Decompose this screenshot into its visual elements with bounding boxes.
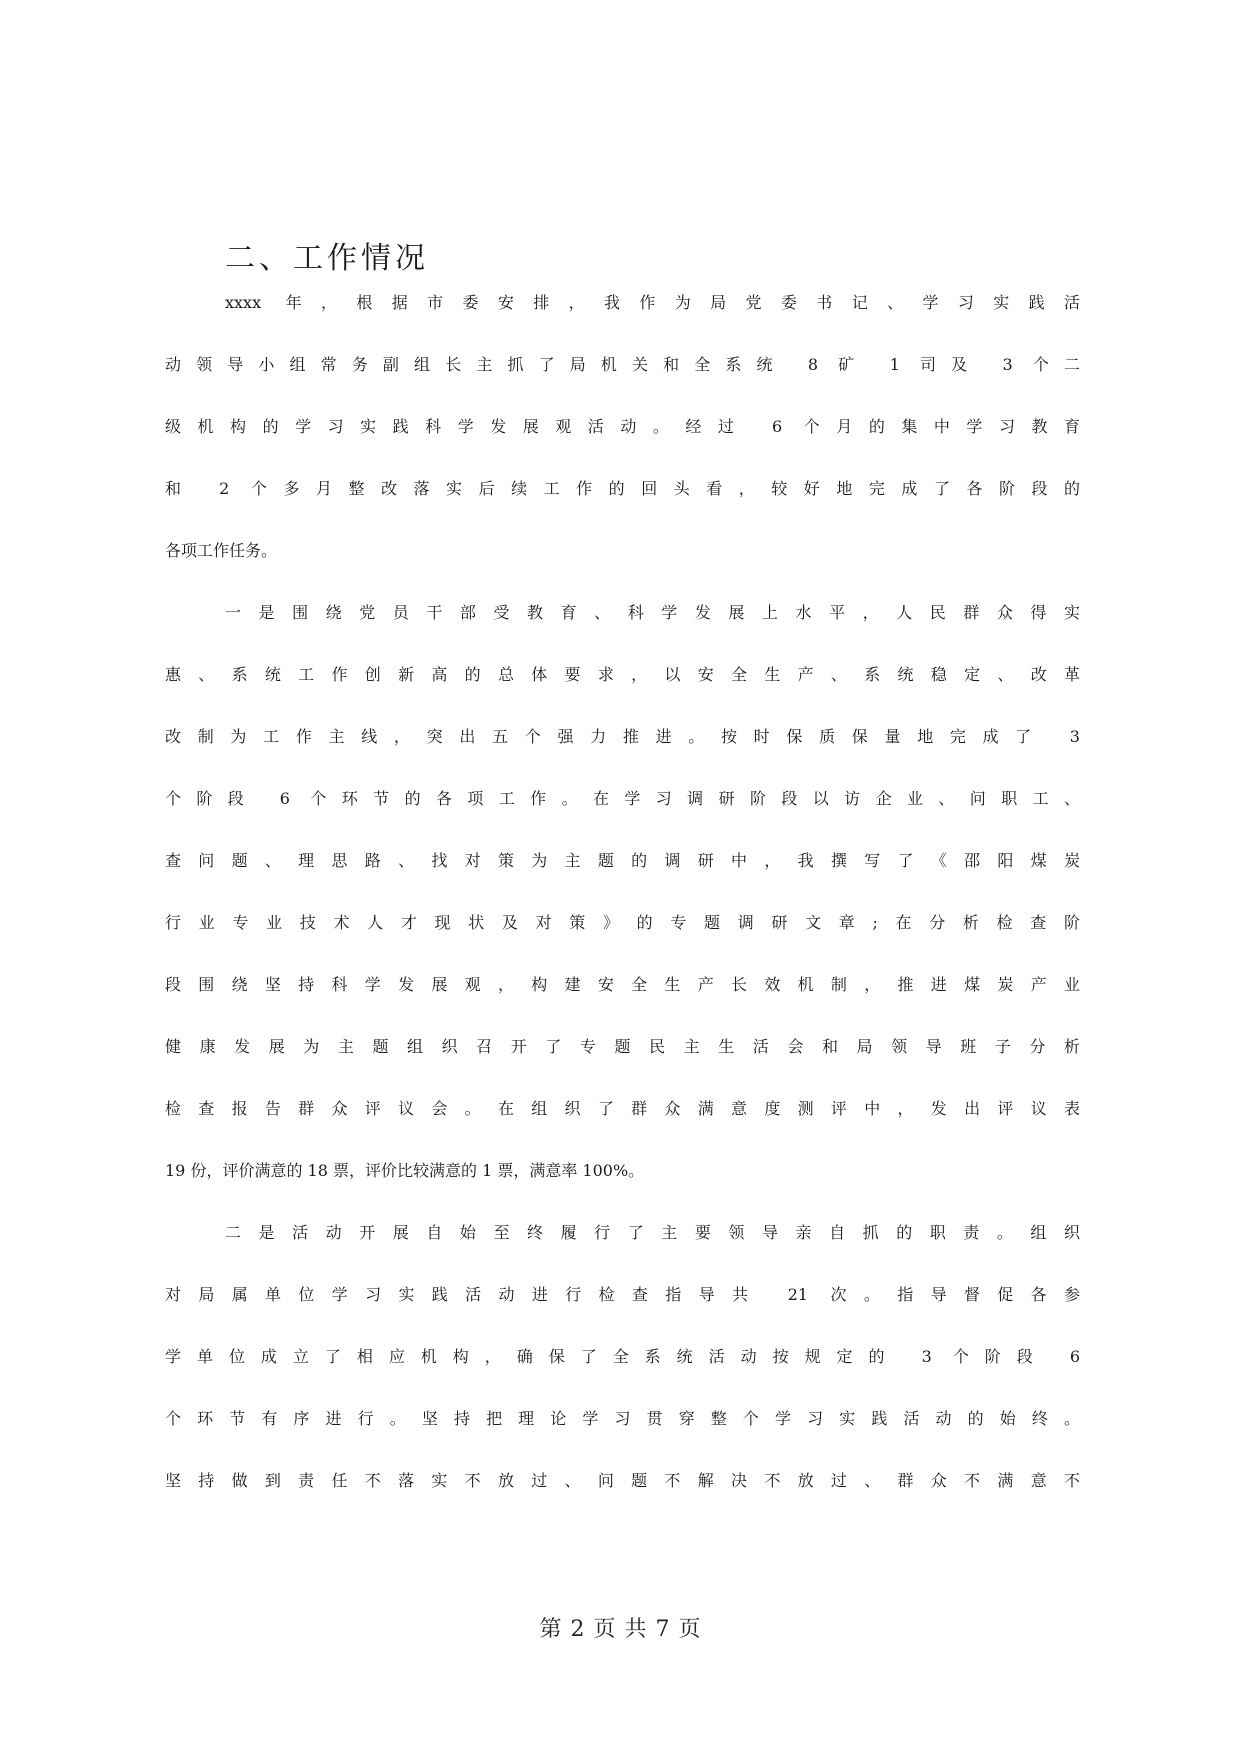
paragraph-line: 19 份，评价满意的 18 票，评价比较满意的 1 票，满意率 100%。 bbox=[165, 1161, 645, 1180]
paragraph-line: 和 2 个多月整改落实后续工作的回头看，较好地完成了各阶段的 bbox=[165, 479, 1080, 498]
paragraph-line: 级机构的学习实践科学发展观活动。经过 6 个月的集中学习教育 bbox=[165, 417, 1080, 436]
document-body bbox=[165, 228, 1080, 1530]
paragraph-line: xxxx 年，根据市委安排，我作为局党委书记、学习实践活 bbox=[225, 293, 1080, 312]
paragraph-line: 行业专业技术人才现状及对策》的专题调研文章;在分析检查阶 bbox=[165, 913, 1080, 932]
paragraph-line: 改制为工作主线，突出五个强力推进。按时保质保量地完成了 3 bbox=[165, 727, 1080, 746]
paragraph-line: 对局属单位学习实践活动进行检查指导共 21 次。指导督促各参 bbox=[165, 1285, 1080, 1304]
paragraph-line: 各项工作任务。 bbox=[165, 541, 278, 560]
paragraph-line: 惠、系统工作创新高的总体要求，以安全生产、系统稳定、改革 bbox=[165, 665, 1080, 684]
paragraph-line: 查问题、理思路、找对策为主题的调研中，我撰写了《邵阳煤炭 bbox=[165, 851, 1080, 870]
paragraph-3 bbox=[165, 1220, 1080, 1530]
paragraph-line: 动领导小组常务副组长主抓了局机关和全系统 8 矿 1 司及 3 个二 bbox=[165, 355, 1080, 374]
paragraph-line: 坚持做到责任不落实不放过、问题不解决不放过、群众不满意不 bbox=[165, 1471, 1080, 1490]
paragraph-line: 检查报告群众评议会。在组织了群众满意度测评中，发出评议表 bbox=[165, 1099, 1080, 1118]
paragraph-1 bbox=[165, 290, 1080, 600]
paragraph-line: 学单位成立了相应机构，确保了全系统活动按规定的 3 个阶段 6 bbox=[165, 1347, 1080, 1366]
paragraph-line: 段围绕坚持科学发展观，构建安全生产长效机制，推进煤炭产业 bbox=[165, 975, 1080, 994]
paragraph-line: 个环节有序进行。坚持把理论学习贯穿整个学习实践活动的始终。 bbox=[165, 1409, 1080, 1428]
paragraph-2 bbox=[165, 600, 1080, 1220]
paragraph-line: 健康发展为主题组织召开了专题民主生活会和局领导班子分析 bbox=[165, 1037, 1080, 1056]
paragraph-line: 个阶段 6 个环节的各项工作。在学习调研阶段以访企业、问职工、 bbox=[165, 789, 1080, 808]
paragraph-line: 一是围绕党员干部受教育、科学发展上水平，人民群众得实 bbox=[225, 603, 1080, 622]
section-heading: 二、工作情况 bbox=[225, 241, 429, 276]
page-number-footer: 第 2 页 共 7 页 bbox=[539, 1617, 702, 1642]
paragraph-line: 二是活动开展自始至终履行了主要领导亲自抓的职责。组织 bbox=[225, 1223, 1080, 1242]
